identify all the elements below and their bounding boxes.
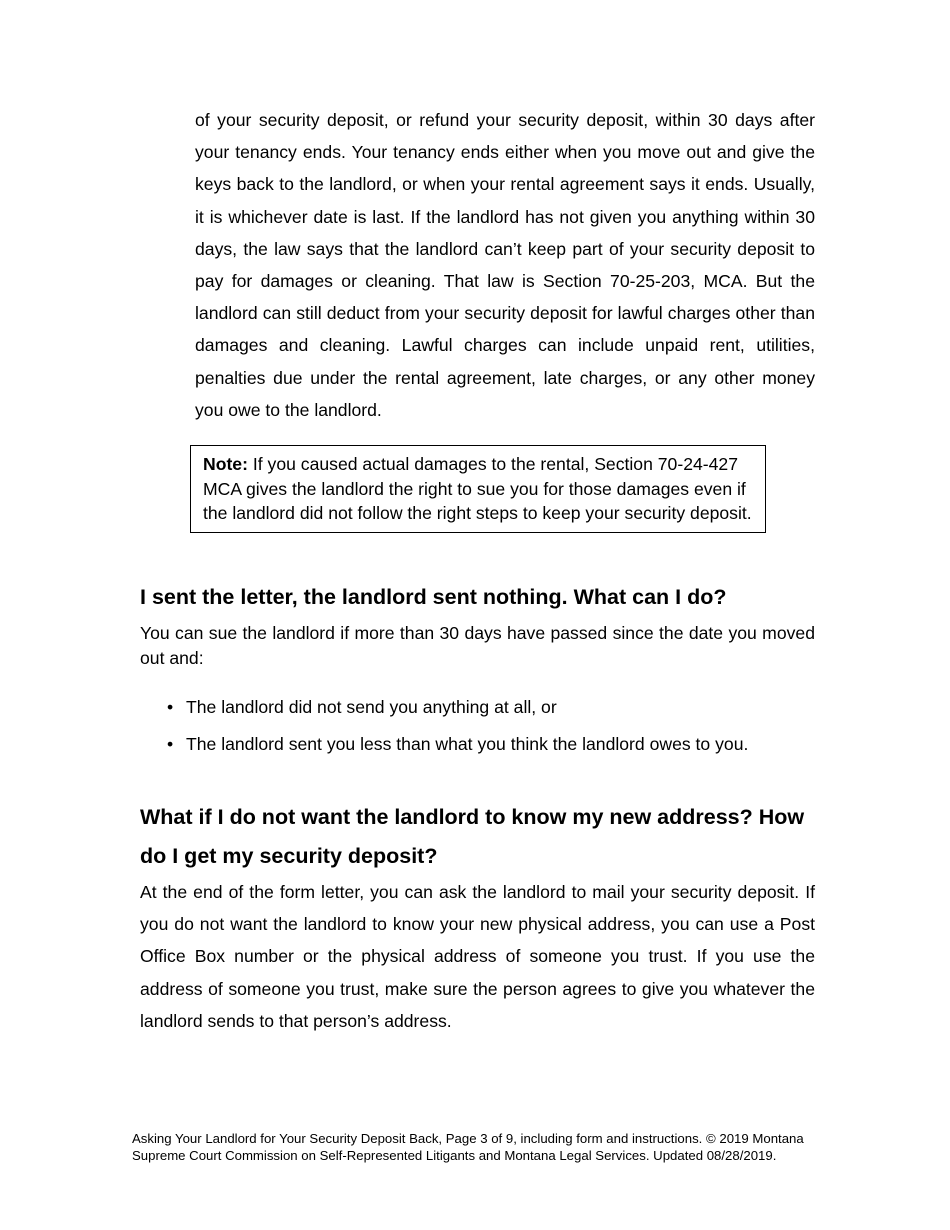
section-heading-no-response: I sent the letter, the landlord sent nothing. What can I do? [140, 585, 727, 609]
section-paragraph-sue: You can sue the landlord if more than 30 days have passed since the date you moved out and: [140, 623, 815, 668]
section-paragraph-address: At the end of the form letter, you can ask the landlord to mail your security deposit. If you do not want the landlord to know your new physical address, you can use a Post Office Box number or the physical address of someone you trust. If you use the address of someone you trust, make sure the person agrees to give you whatever the landlord sends to that person’s address. [140, 882, 815, 1031]
section-heading-new-address: What if I do not want the landlord to know my new address? How do I get my security deposit? [140, 805, 805, 868]
list-item-text: The landlord sent you less than what you think the landlord owes to you. [186, 734, 749, 754]
bullet-icon: • [167, 734, 174, 754]
page-footer: Asking Your Landlord for Your Security Deposit Back, Page 3 of 9, including form and instructions. © 2019 Montana Supreme Court Commission on Self-Represented Litigants and Montana Legal Services. Updated 08/28/2019. [132, 1131, 804, 1163]
note-label: Note: [203, 454, 248, 474]
list-item [167, 732, 748, 769]
note-box [190, 445, 766, 533]
bullet-icon: • [167, 697, 174, 717]
list-item-text: The landlord did not send you anything at all, or [186, 697, 557, 717]
note-text: If you caused actual damages to the rental, Section 70-24-427 MCA gives the landlord the right to sue you for those damages even if the landlord did not follow the right steps to keep your security deposit. [203, 454, 752, 523]
intro-paragraph: of your security deposit, or refund your security deposit, within 30 days after your tenancy ends. Your tenancy ends either when you move out and give the keys back to the landlord, or when your rental agreement says it ends. Usually, it is whichever date is last. If the landlord has not given you anything within 30 days, the law says that the landlord can’t keep part of your security deposit to pay for damages or cleaning. That law is Section 70-25-203, MCA. But the landlord can still deduct from your security deposit for lawful charges other than damages and cleaning. Lawful charges can include unpaid rent, utilities, penalties due under the rental agreement, late charges, or any other money you owe to the landlord. [195, 110, 815, 420]
bullet-list [167, 695, 748, 769]
list-item [167, 695, 748, 732]
